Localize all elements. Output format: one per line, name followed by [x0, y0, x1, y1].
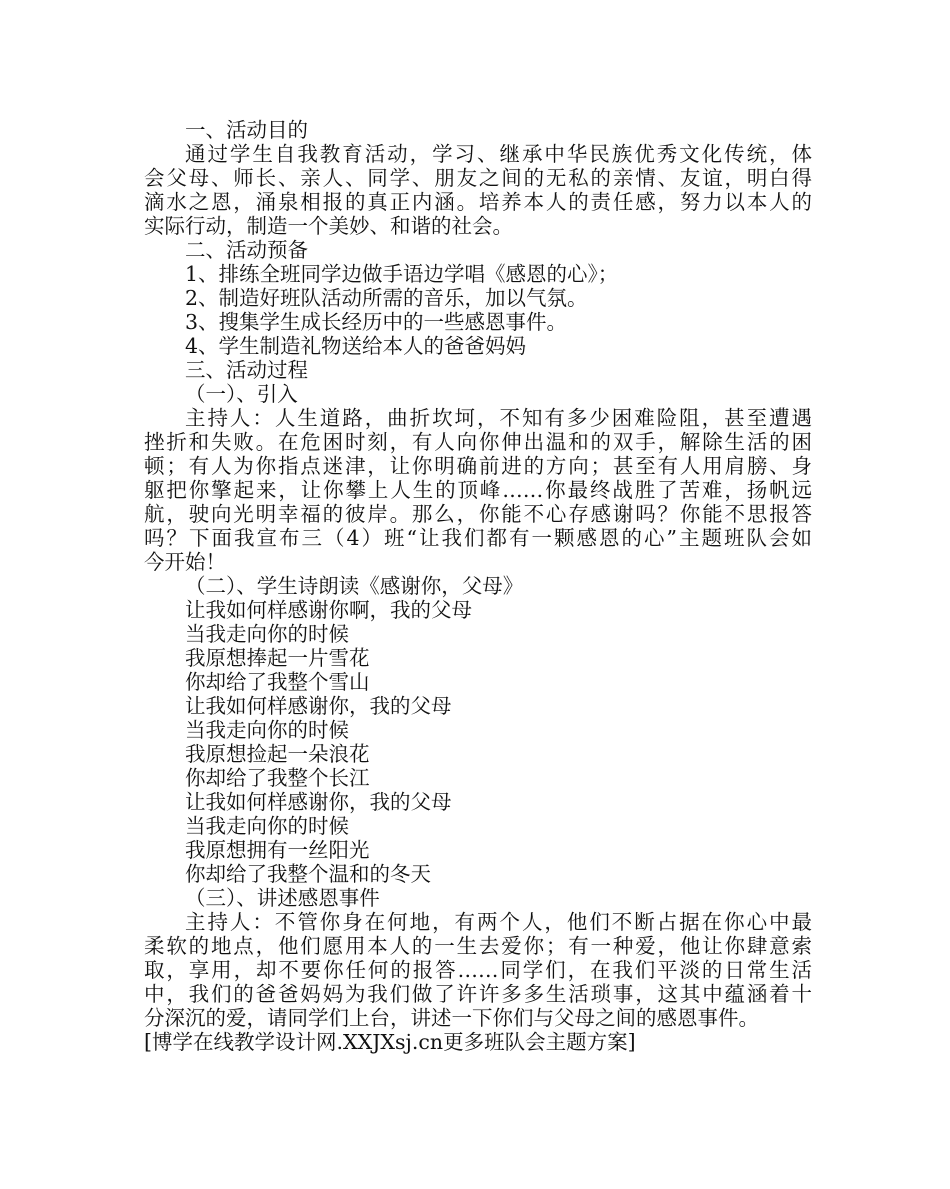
subsection-heading-stories: （三）、讲述感恩事件 [185, 886, 380, 910]
host-intro-line: 今开始！ [144, 550, 226, 574]
poem-line: 让我如何样感谢你啊，我的父母 [185, 598, 472, 622]
section-heading-goal: 一、活动目的 [185, 118, 308, 142]
host-intro-line: 吗？下面我宣布三（4）班“让我们都有一颗感恩的心”主题班队会如 [144, 526, 812, 550]
subsection-heading-intro: （一）、引入 [185, 382, 298, 406]
subsection-heading-poem: （二）、学生诗朗读《感谢你，父母》 [185, 574, 524, 598]
host-stories-line: 主持人：不管你身在何地，有两个人，他们不断占据在你心中最 [185, 910, 812, 934]
host-stories-line: 取，享用，却不要你任何的报答……同学们，在我们平淡的日常生活 [144, 958, 812, 982]
prep-item: 2、制造好班队活动所需的音乐，加以气氛。 [185, 286, 588, 310]
host-intro-line: 躯把你擎起来，让你攀上人生的顶峰……你最终战胜了苦难，扬帆远 [144, 478, 812, 502]
prep-item: 4、学生制造礼物送给本人的爸爸妈妈 [185, 334, 527, 358]
poem-line: 当我走向你的时候 [185, 622, 349, 646]
host-intro-line: 顿；有人为你指点迷津，让你明确前进的方向；甚至有人用肩膀、身 [144, 454, 812, 478]
host-intro-line: 主持人：人生道路，曲折坎坷，不知有多少困难险阻，甚至遭遇 [185, 406, 812, 430]
section-heading-process: 三、活动过程 [185, 358, 308, 382]
host-stories-line: 柔软的地点，他们愿用本人的一生去爱你；有一种爱，他让你肆意索 [144, 934, 812, 958]
source-footer: [博学在线教学设计网.XXJXsj.cn更多班队会主题方案] [144, 1030, 636, 1054]
poem-line: 当我走向你的时候 [185, 814, 349, 838]
goal-paragraph-line: 通过学生自我教育活动，学习、继承中华民族优秀文化传统，体 [185, 142, 812, 166]
host-stories-line: 分深沉的爱，请同学们上台，讲述一下你们与父母之间的感恩事件。 [144, 1006, 759, 1030]
host-intro-line: 挫折和失败。在危困时刻，有人向你伸出温和的双手，解除生活的困 [144, 430, 812, 454]
poem-line: 让我如何样感谢你，我的父母 [185, 694, 452, 718]
poem-line: 你却给了我整个长江 [185, 766, 370, 790]
prep-item: 1、排练全班同学边做手语边学唱《感恩的心》； [185, 262, 619, 286]
poem-line: 我原想捧起一片雪花 [185, 646, 370, 670]
poem-line: 你却给了我整个温和的冬天 [185, 862, 431, 886]
goal-paragraph-line: 会父母、师长、亲人、同学、朋友之间的无私的亲情、友谊，明白得 [144, 166, 812, 190]
host-intro-line: 航，驶向光明幸福的彼岸。那么，你能不心存感谢吗？你能不思报答 [144, 502, 812, 526]
goal-paragraph-line: 实际行动，制造一个美妙、和谐的社会。 [144, 214, 513, 238]
poem-line: 当我走向你的时候 [185, 718, 349, 742]
poem-line: 我原想拥有一丝阳光 [185, 838, 370, 862]
section-heading-prep: 二、活动预备 [185, 238, 308, 262]
prep-item: 3、搜集学生成长经历中的一些感恩事件。 [185, 310, 568, 334]
document-body [144, 118, 812, 1054]
host-stories-line: 中，我们的爸爸妈妈为我们做了许许多多生活琐事，这其中蕴涵着十 [144, 982, 812, 1006]
poem-line: 你却给了我整个雪山 [185, 670, 370, 694]
poem-line: 让我如何样感谢你，我的父母 [185, 790, 452, 814]
poem-line: 我原想捡起一朵浪花 [185, 742, 370, 766]
goal-paragraph-line: 滴水之恩，涌泉相报的真正内涵。培养本人的责任感，努力以本人的 [144, 190, 812, 214]
